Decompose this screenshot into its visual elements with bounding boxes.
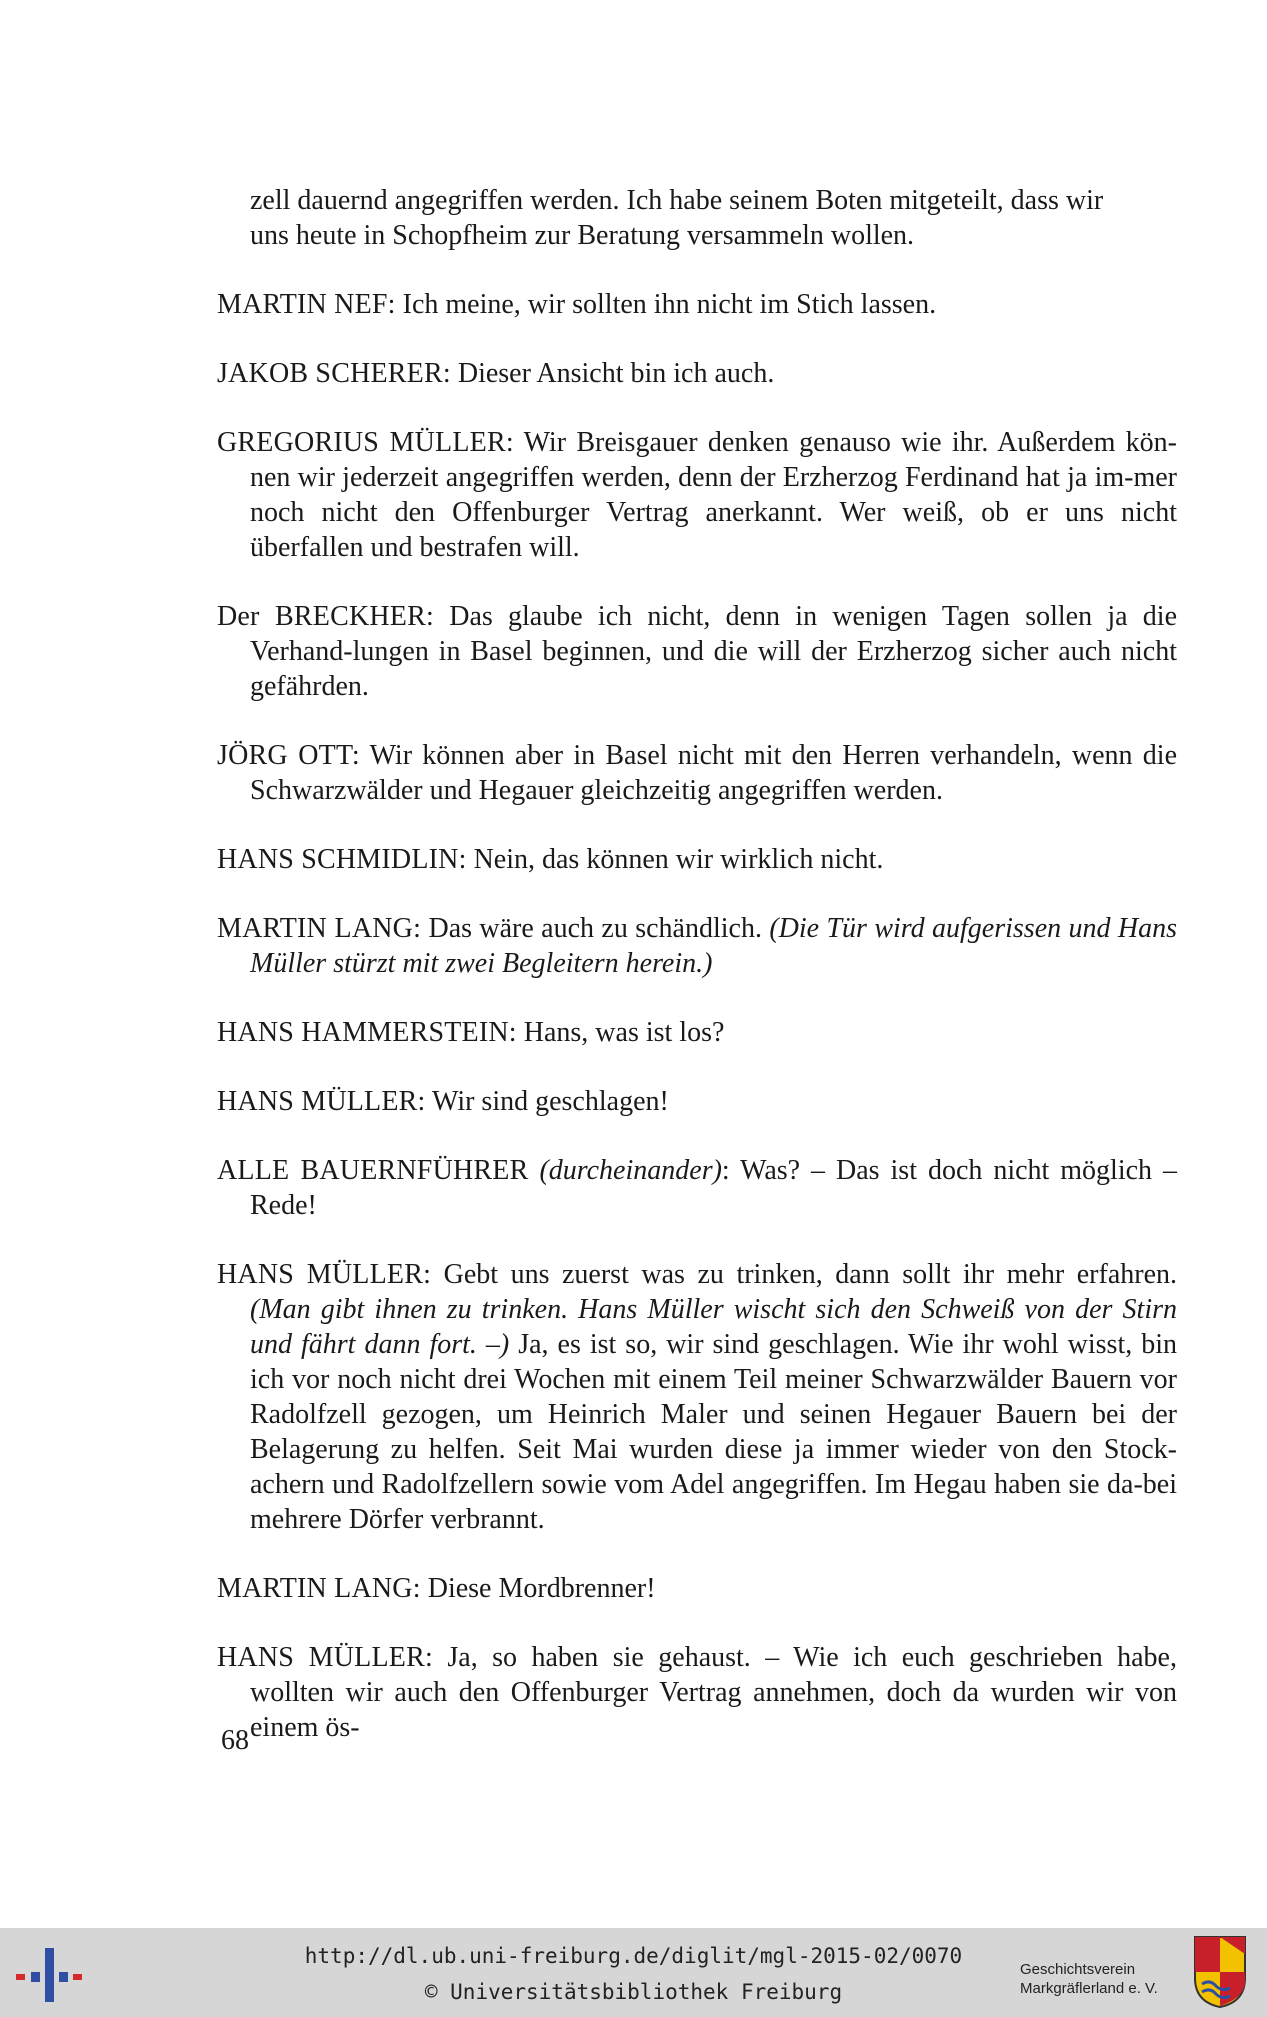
- speaker-name: MARTIN LANG:: [217, 1573, 421, 1604]
- paragraph-hans-hammerstein: [217, 1015, 1177, 1050]
- stage-direction: (durcheinander): [528, 1155, 722, 1186]
- footer-bar: [0, 1928, 1267, 2017]
- paragraph-gregorius-mueller: [217, 425, 1177, 565]
- paragraph-martin-nef: [217, 287, 1177, 322]
- paragraph-breckher: [217, 599, 1177, 704]
- paragraph-alle-bauernfuehrer: [217, 1153, 1177, 1223]
- page-number: 68: [221, 1725, 249, 1756]
- speech-text: Gebt uns zuerst was zu trinken, dann sollt ihr mehr erfahren.: [431, 1259, 1177, 1290]
- speech-text: Ja, so haben sie gehaust. – Wie ich euch geschrieben habe, wollten wir auch den Offenburger Vertrag annehmen, doch da wurden wir von einem ös-: [250, 1642, 1177, 1743]
- society-name-line-2: Markgräflerland e. V.: [1020, 1980, 1158, 1997]
- stage-direction: (Die Tür wird aufgerissen und Hans Müller stürzt mit zwei Begleitern herein.): [250, 913, 1177, 979]
- speech-text: : Was? – Das ist doch nicht möglich – Rede!: [250, 1155, 1177, 1221]
- speaker-name: Der BRECKHER:: [217, 601, 434, 632]
- speech-text: Nein, das können wir wirklich nicht.: [466, 844, 884, 875]
- speech-text: Ich meine, wir sollten ihn nicht im Stich lassen.: [395, 289, 937, 320]
- paragraph-hans-schmidlin: [217, 842, 1177, 877]
- speaker-name: JÖRG OTT:: [217, 740, 360, 771]
- speaker-name: JAKOB SCHERER:: [217, 358, 451, 389]
- speaker-name: HANS SCHMIDLIN:: [217, 844, 467, 875]
- speaker-name: MARTIN NEF:: [217, 289, 396, 320]
- speaker-name: ALLE BAUERNFÜHRER: [217, 1155, 529, 1186]
- page-body: [217, 183, 1177, 1779]
- speech-text: Dieser Ansicht bin ich auch.: [450, 358, 775, 389]
- permalink-url[interactable]: http://dl.ub.uni-freiburg.de/diglit/mgl-2015-02/0070: [304, 1944, 963, 1968]
- copyright-notice: © Universitätsbibliothek Freiburg: [424, 1980, 843, 2004]
- speech-text: Wir können aber in Basel nicht mit den Herren verhandeln, wenn die Schwarzwälder und Hegauer gleichzeitig angegriffen werden.: [250, 740, 1177, 806]
- speaker-name: GREGORIUS MÜLLER:: [217, 427, 514, 458]
- society-name-line-1: Geschichtsverein: [1020, 1961, 1136, 1978]
- paragraph-hans-mueller-1: [217, 1084, 1177, 1119]
- stage-direction: (Man gibt ihnen zu trinken. Hans Müller wischt sich den Schweiß von der Stirn und fährt dann fort. –): [250, 1294, 1177, 1360]
- speaker-name: HANS HAMMERSTEIN:: [217, 1017, 517, 1048]
- paragraph-hans-mueller-2: [217, 1257, 1177, 1537]
- speech-text: Das glaube ich nicht, denn in wenigen Tagen sollen ja die Verhand-lungen in Basel beginnen, und die will der Erzherzog sicher auch nicht gefährden.: [250, 601, 1177, 702]
- continuation-line-2: uns heute in Schopfheim zur Beratung versammeln wollen.: [250, 220, 915, 251]
- society-name: [1020, 1960, 1158, 1998]
- speaker-name: MARTIN LANG:: [217, 913, 422, 944]
- paragraph-hans-mueller-3: [217, 1640, 1177, 1745]
- paragraph-jakob-scherer: [217, 356, 1177, 391]
- continuation-line-1: zell dauernd angegriffen werden. Ich habe seinem Boten mitgeteilt, dass wir: [250, 185, 1104, 216]
- speech-text: Wir sind geschlagen!: [425, 1086, 669, 1117]
- speech-text: Diese Mordbrenner!: [420, 1573, 656, 1604]
- speaker-name: HANS MÜLLER:: [217, 1086, 426, 1117]
- speech-text: Hans, was ist los?: [516, 1017, 725, 1048]
- speech-text: Das wäre auch zu schändlich.: [421, 913, 770, 944]
- speech-text: Wir Breisgauer denken genauso wie ihr. Außerdem kön-nen wir jederzeit angegriffen werden, denn der Erzherzog Ferdinand hat ja im-mer noch nicht den Offenburger Vertrag anerkannt. Wer weiß, ob er uns nicht überfallen und bestrafen will.: [250, 427, 1177, 563]
- paragraph-continuation: [217, 183, 1177, 253]
- paragraph-martin-lang-2: [217, 1571, 1177, 1606]
- coat-of-arms-icon: [1192, 1934, 1248, 2010]
- paragraph-joerg-ott: [217, 738, 1177, 808]
- paragraph-martin-lang: [217, 911, 1177, 981]
- speaker-name: HANS MÜLLER:: [217, 1259, 432, 1290]
- speech-text-continued: Ja, es ist so, wir sind geschlagen. Wie ihr wohl wisst, bin ich vor noch nicht drei Wochen mit einem Teil meiner Schwarzwälder Bauern vor Radolfzell gezogen, um Heinrich Maler und seinen Hegauer Bauern bei der Belagerung zu helfen. Seit Mai wurden diese ja immer wieder von den Stock-achern und Radolfzellern sowie vom Adel angegriffen. Im Hegau haben sie da-bei mehrere Dörfer verbrannt.: [250, 1329, 1177, 1535]
- speaker-name: HANS MÜLLER:: [217, 1642, 433, 1673]
